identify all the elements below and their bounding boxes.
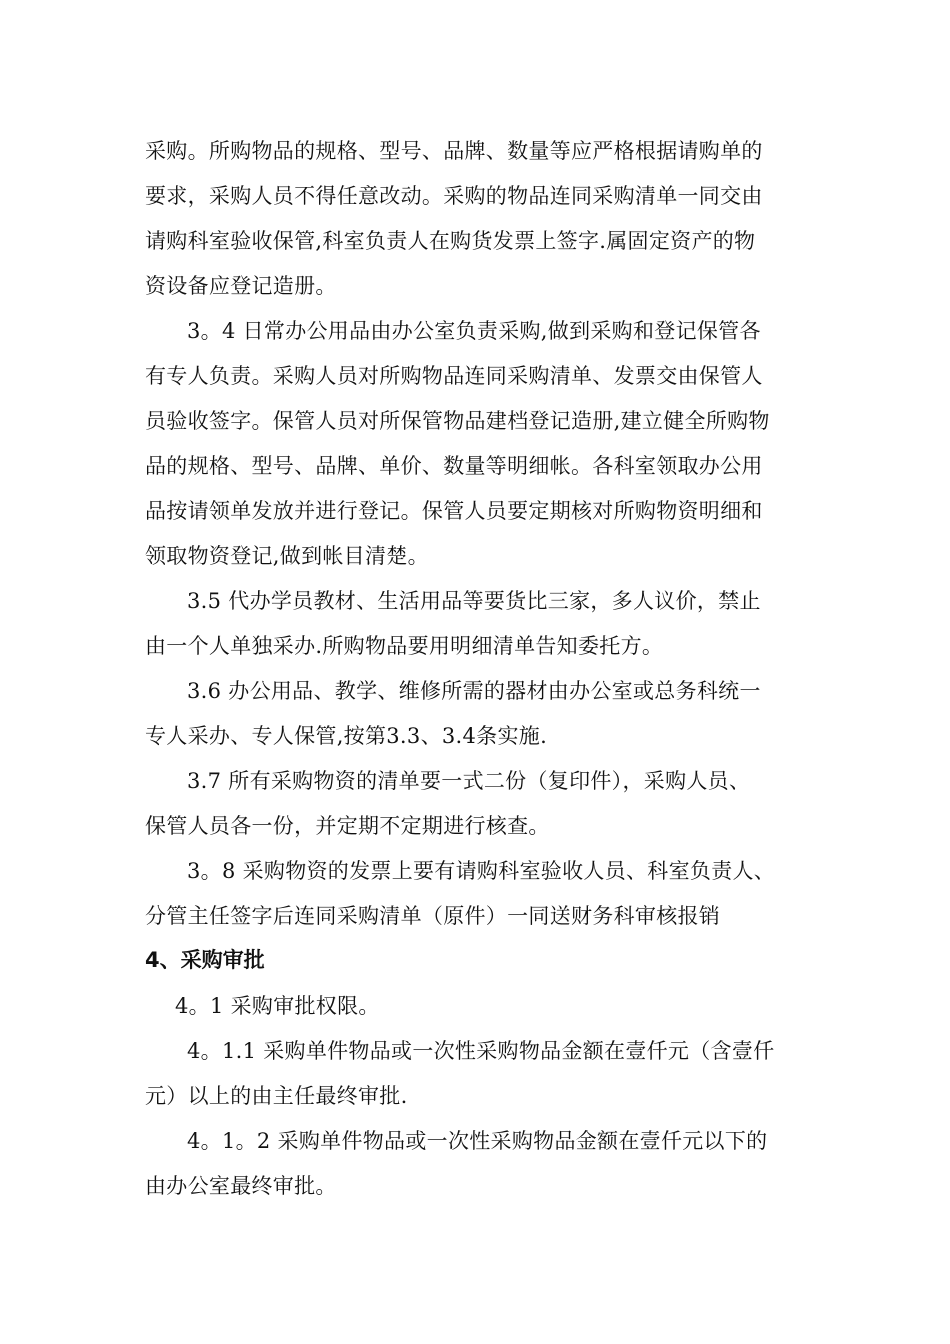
text-line: 资设备应登记造册。 xyxy=(145,274,337,298)
text-line: 品按请领单发放并进行登记。保管人员要定期核对所购物资明细和 xyxy=(145,499,763,523)
text-line: 分管主任签字后连同采购清单（原件）一同送财务科审核报销 xyxy=(145,904,721,928)
text-line: 3。4 日常办公用品由办公室负责采购,做到采购和登记保管各 xyxy=(187,319,761,343)
text-line: 采购。所购物品的规格、型号、品牌、数量等应严格根据请购单的 xyxy=(145,139,763,163)
text-line: 元）以上的由主任最终审批. xyxy=(145,1084,408,1108)
text-line: 4。1.1 采购单件物品或一次性采购物品金额在壹仟元（含壹仟 xyxy=(187,1039,775,1063)
text-line: 请购科室验收保管,科室负责人在购货发票上签字.属固定资产的物 xyxy=(145,229,756,253)
section-heading: 4、采购审批 xyxy=(145,948,265,972)
text-line: 4。1。2 采购单件物品或一次性采购物品金额在壹仟元以下的 xyxy=(187,1129,768,1153)
text-line: 员验收签字。保管人员对所保管物品建档登记造册,建立健全所购物 xyxy=(145,409,770,433)
text-line: 3.7 所有采购物资的清单要一式二份（复印件），采购人员、 xyxy=(187,769,751,793)
text-line: 4。1 采购审批权限。 xyxy=(175,994,380,1018)
text-line: 由一个人单独采办.所购物品要用明细清单告知委托方。 xyxy=(145,634,664,658)
text-line: 领取物资登记,做到帐目清楚。 xyxy=(145,544,429,568)
text-line: 3.6 办公用品、教学、维修所需的器材由办公室或总务科统一 xyxy=(187,679,761,703)
text-line: 专人采办、专人保管,按第3.3、3.4条实施. xyxy=(145,724,548,748)
text-line: 保管人员各一份，并定期不定期进行核查。 xyxy=(145,814,550,838)
text-line: 有专人负责。采购人员对所购物品连同采购清单、发票交由保管人 xyxy=(145,364,763,388)
text-line: 由办公室最终审批。 xyxy=(145,1174,337,1198)
text-line: 品的规格、型号、品牌、单价、数量等明细帐。各科室领取办公用 xyxy=(145,454,763,478)
text-line: 要求，采购人员不得任意改动。采购的物品连同采购清单一同交由 xyxy=(145,184,763,208)
text-line: 3。8 采购物资的发票上要有请购科室验收人员、科室负责人、 xyxy=(187,859,776,883)
text-line: 3.5 代办学员教材、生活用品等要货比三家，多人议价，禁止 xyxy=(187,589,761,613)
